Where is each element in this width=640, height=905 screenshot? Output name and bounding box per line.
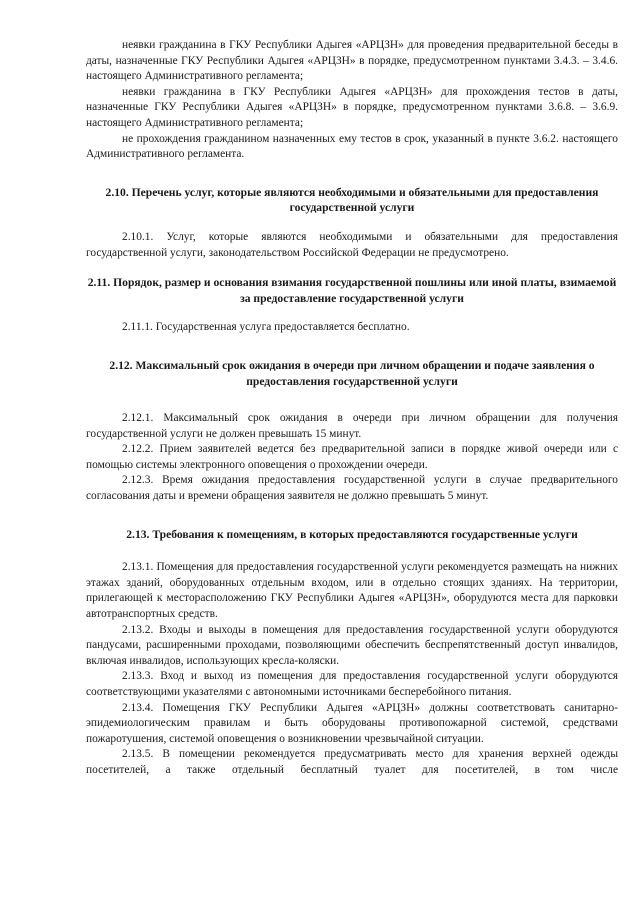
paragraph-2-13-5: 2.13.5. В помещении рекомендуется предусматривать место для хранения верхней одежды посетителей, а также отдельный бесплатный туалет для посетителей, в том числе	[86, 748, 618, 776]
paragraph-2-12-2: 2.12.2. Прием заявителей ведется без предварительной записи в порядке живой очереди или с помощью системы электронного оповещения о прохождении очереди.	[86, 443, 618, 471]
paragraph-2-10-1: 2.10.1. Услуг, которые являются необходимыми и обязательными для предоставления государственной услуги, законодательством Российской Федерации не предусмотрено.	[86, 230, 618, 259]
paragraph-2-13-1: 2.13.1. Помещения для предоставления государственной услуги рекомендуется размещать на нижних этажах зданий, оборудованных отдельным входом, или в отдельно стоящих зданиях. На территории, прилегающей к месторасположению ГКУ Республики Адыгея «АРЦЗН», оборудуются места для парковки автотранспортных средств.	[86, 561, 618, 621]
paragraph-2-13-3: 2.13.3. Вход и выход из помещения для предоставления государственной услуги оборудуются соответствующими указателями с автономными источниками бесперебойного питания.	[86, 670, 618, 698]
paragraph-absence-interview: неявки гражданина в ГКУ Республики Адыгея «АРЦЗН» для проведения предварительной беседы в даты, назначенные ГКУ Республики Адыгея «АРЦЗН» в порядке, предусмотренном пунктами 3.4.3. – 3.4.6. настоящего Административного регламента;	[86, 39, 618, 83]
paragraph-absence-tests: неявки гражданина в ГКУ Республики Адыгея «АРЦЗН» для прохождения тестов в даты, назначенные ГКУ Республики Адыгея «АРЦЗН» в порядке, предусмотренном пунктами 3.6.8. – 3.6.9. настоящего Административного регламента;	[86, 85, 618, 129]
heading-2-12: 2.12. Максимальный срок ожидания в очереди при личном обращении и подаче заявления о предоставления государственной услуги	[109, 358, 595, 388]
paragraph-2-12-3: 2.12.3. Время ожидания предоставления государственной услуги в случае предварительного согласования даты и времени обращения заявителя не должно превышать 5 минут.	[86, 474, 618, 503]
paragraph-2-13-2: 2.13.2. Входы и выходы в помещения для предоставления государственной услуги оборудуются пандусами, расширенными проходами, позволяющими обеспечить беспрепятственный доступ инвалидов, включая инвалидов, использующих кресла-коляски.	[86, 623, 618, 667]
heading-2-13: 2.13. Требования к помещениям, в которых предоставляются государственные услуги	[126, 527, 578, 541]
document-page	[86, 38, 618, 779]
paragraph-2-13-4: 2.13.4. Помещения ГКУ Республики Адыгея «АРЦЗН» должны соответствовать санитарно-эпидемиологическим правилам и быть оборудованы противопожарной системой, средствами пожаротушения, системой оповещения о возникновении чрезвычайной ситуации.	[86, 701, 618, 745]
heading-2-11: 2.11. Порядок, размер и основания взимания государственной пошлины или иной платы, взимаемой за предоставление государственной услуги	[87, 276, 617, 305]
paragraph-tests-not-passed: не прохождения гражданином назначенных ему тестов в срок, указанный в пункте 3.6.2. настоящего Административного регламента.	[86, 132, 618, 161]
paragraph-2-11-1: 2.11.1. Государственная услуга предоставляется бесплатно.	[122, 321, 410, 334]
heading-2-10: 2.10. Перечень услуг, которые являются необходимыми и обязательными для предоставления государственной услуги	[105, 185, 599, 215]
paragraph-2-12-1: 2.12.1. Максимальный срок ожидания в очереди при личном обращении для получения государственной услуги не должен превышать 15 минут.	[86, 412, 618, 440]
